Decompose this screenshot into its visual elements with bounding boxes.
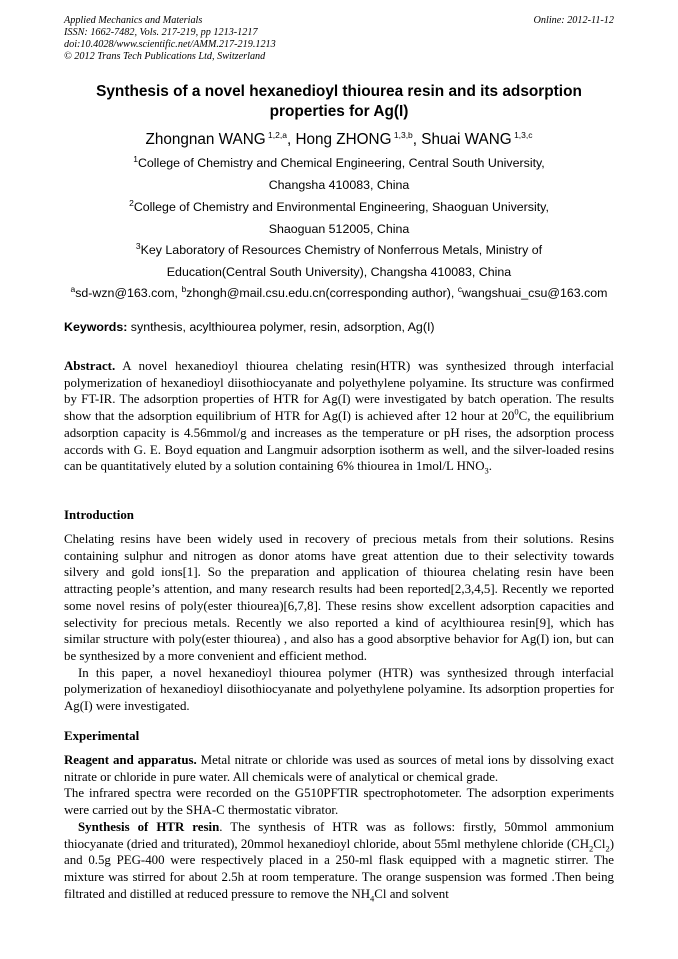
affiliation-number: 1	[133, 153, 138, 164]
degree-superscript: 0	[514, 406, 519, 417]
abstract-label: Abstract.	[64, 359, 116, 373]
introduction-paragraph-1: Chelating resins have been widely used in recovery of precious metals from their solutions. Resins containing sulphur and nitrogen as donor atoms have great attention due to their selectivity towards silvery and gold ions[1]. So the preparation and application of thiourea chelating resin have been attracting people’s attention, and many research results had been reported[2,3,4,5]. Recently we reported some novel resins of poly(ester thiourea)[6,7,8]. These resins show excellent adsorption capacities and selectivity for precious metals. Recently we also reported a kind of acylthiourea resin[9], which has similar structure with poly(ester thiourea) , and also has a good absorptive behavior for Ag(I) ion, but can be synthesized by a more convenient and efficient method.	[64, 532, 614, 663]
email-link[interactable]: zhongh@mail.csu.edu.cn(corresponding author),	[186, 286, 458, 300]
author-name: Zhongnan WANG	[145, 131, 266, 148]
online-date: Online: 2012-11-12	[533, 15, 614, 26]
copyright-line: © 2012 Trans Tech Publications Ltd, Switzerland	[64, 51, 266, 62]
email-marker: b	[181, 283, 187, 294]
keywords-label: Keywords:	[64, 320, 128, 334]
subscript: 2	[589, 843, 594, 854]
affiliation-text: Key Laboratory of Resources Chemistry of Nonferrous Metals, Ministry of	[140, 243, 543, 257]
affiliation-text: College of Chemistry and Chemical Engineering, Central South University,	[137, 156, 545, 170]
ir-paragraph: The infrared spectra were recorded on the G510PFTIR spectrophotometer. The adsorption experiments were carried out by the SHA-C thermostatic vibrator.	[64, 786, 614, 818]
synthesis-text: Cl	[593, 836, 606, 851]
paper-title	[64, 82, 614, 122]
synthesis-paragraph	[64, 819, 614, 903]
abstract-text: A novel hexanedioyl thiourea chelating resin(HTR) was synthesized through interfacial polymerization of hexanedioyl diisothiocyanate and polyethylene polyamine. Its structure was confirmed by FT-IR. The adsorption properties of HTR for Ag(I) were investigated by batch operation. The results show that the adsorption equilibrium of HTR for Ag(I) is achieved after 12 hour at 20	[64, 359, 614, 424]
abstract-end: .	[488, 459, 493, 474]
email-link[interactable]: sd-wzn@163.com,	[75, 286, 182, 300]
synthesis-text: ) and 0.5g PEG-400 were respectively placed in a 250-ml flask equipped with a magnetic stirrer. The mixture was stirred for about 2.5h at room temperature. The orange suspension was formed .Then being filtrated and distilled at reduced pressure to remove the NH	[64, 836, 614, 901]
issn-line: ISSN: 1662-7482, Vols. 217-219, pp 1213-1217	[64, 27, 258, 38]
email-marker: c	[457, 283, 462, 294]
journal-header	[64, 15, 276, 63]
subscript: 4	[370, 893, 375, 904]
author-separator: ,	[412, 131, 422, 148]
subscript: 3	[484, 465, 489, 476]
introduction-body	[64, 531, 614, 715]
affiliation-2	[64, 197, 614, 237]
email-marker: a	[70, 283, 76, 294]
affiliation-number: 2	[129, 197, 134, 208]
title-line-1: Synthesis of a novel hexanedioyl thiourea resin and its adsorption	[96, 83, 582, 100]
author-separator: ,	[286, 131, 296, 148]
author-affiliation-marker: 1,3,b	[393, 129, 413, 140]
author-name: Shuai WANG	[421, 131, 512, 148]
author-list	[64, 130, 614, 150]
doi-line: doi:10.4028/www.scientific.net/AMM.217-219.1213	[64, 39, 276, 50]
author-name: Hong ZHONG	[295, 131, 392, 148]
introduction-heading: Introduction	[64, 508, 134, 522]
abstract-text: C, the equilibrium adsorption capacity is 4.56mmol/g and increases as the temperature or pH rises, the adsorption process accords with G. E. Boyd equation and Langmuir adsorption isotherm as well, and the silver-loaded resins can be quantitatively eluted by a solution containing 6% thiourea in 1mol/L HNO	[64, 409, 614, 474]
affiliation-city: Changsha 410083, China	[268, 178, 410, 192]
affiliation-1	[64, 153, 614, 193]
email-line	[62, 283, 616, 301]
reagent-label: Reagent and apparatus.	[64, 753, 197, 767]
author-affiliation-marker: 1,3,c	[514, 129, 533, 140]
reagent-text: Metal nitrate or chloride was used as sources of metal ions by dissolving exact nitrate or chloride in pure water. All chemicals were of analytical or chemical grade.	[64, 753, 614, 784]
affiliation-text: College of Chemistry and Environmental Engineering, Shaoguan University,	[133, 200, 549, 214]
affiliation-city: Education(Central South University), Changsha 410083, China	[166, 265, 512, 279]
affiliation-3	[64, 240, 614, 280]
experimental-heading: Experimental	[64, 729, 140, 743]
affiliation-city: Shaoguan 512005, China	[268, 222, 410, 236]
affiliation-number: 3	[135, 240, 141, 251]
journal-name: Applied Mechanics and Materials	[64, 15, 203, 26]
author-affiliation-marker: 1,2,a	[268, 129, 287, 140]
keywords-text: synthesis, acylthiourea polymer, resin, adsorption, Ag(I)	[127, 320, 435, 334]
email-link[interactable]: wangshuai_csu@163.com	[461, 286, 608, 300]
keywords	[64, 320, 614, 335]
introduction-paragraph-2: In this paper, a novel hexanedioyl thiourea polymer (HTR) was synthesized through interfacial polymerization of hexanedioyl diisothiocyanate and polyethylene polyamine. Its adsorption properties for Ag(I) were investigated.	[64, 665, 614, 714]
title-line-2: properties for Ag(I)	[269, 103, 409, 120]
synthesis-label: Synthesis of HTR resin	[78, 819, 220, 834]
synthesis-text: . The synthesis of HTR was as follows: firstly, 50mmol ammonium thiocyanate (dried and triturated), 20mmol hexanedioyl chloride, about 55ml methylene chloride (CH	[64, 819, 615, 851]
subscript: 2	[605, 843, 610, 854]
reagent-paragraph	[64, 752, 614, 785]
abstract	[64, 358, 614, 475]
synthesis-text: Cl and solvent	[374, 886, 449, 901]
experimental-body	[64, 752, 614, 902]
